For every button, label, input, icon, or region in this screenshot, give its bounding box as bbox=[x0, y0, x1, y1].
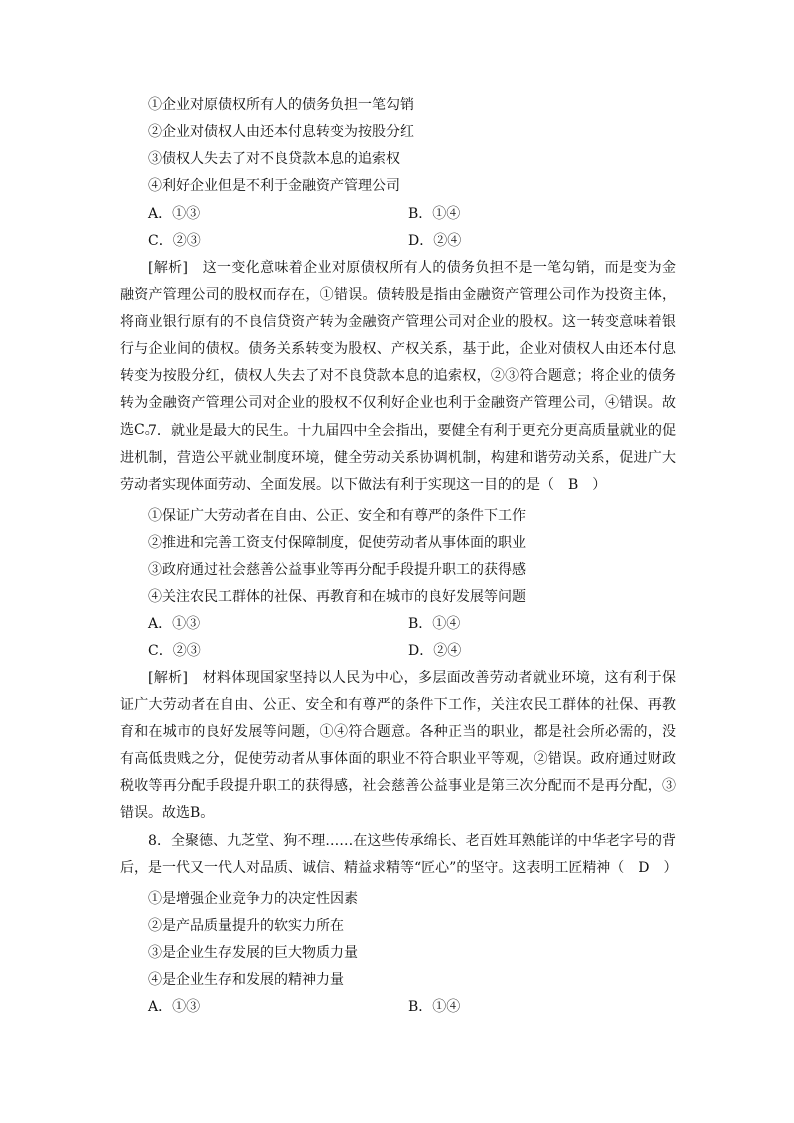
q7-item-3: ③政府通过社会慈善公益事业等再分配手段提升职工的获得感 bbox=[148, 562, 526, 578]
q6-item-3: ③债权人失去了对不良贷款本息的追索权 bbox=[148, 151, 400, 167]
q6-choice-b: B．①④ bbox=[408, 206, 461, 222]
q6-item-2: ②企业对债权人由还本付息转变为按股分红 bbox=[148, 124, 414, 140]
q7-item-4: ④关注农民工群体的社保、再教育和在城市的良好发展等问题 bbox=[148, 589, 526, 605]
q7-choice-d: D．②④ bbox=[408, 643, 462, 659]
q7-choice-a: A．①③ bbox=[148, 616, 201, 632]
q8-stem: 8．全聚德、九芝堂、狗不理……在这些传承绵长、老百姓耳熟能详的中华老字号的背后，是一代又一代人对品质、诚信、精益求精等“匠心”的坚守。这表明工匠精神（ D ） bbox=[120, 833, 678, 876]
q6-choice-d: D．②④ bbox=[408, 233, 462, 249]
q8-item-3: ③是企业生存发展的巨大物质力量 bbox=[148, 945, 358, 961]
q6-choice-c: C．②③ bbox=[148, 233, 201, 249]
q8-choice-a: A．①③ bbox=[148, 999, 201, 1015]
q7-item-1: ①保证广大劳动者在自由、公正、安全和有尊严的条件下工作 bbox=[148, 508, 526, 524]
q8-item-1: ①是增强企业竞争力的决定性因素 bbox=[148, 891, 358, 907]
q7-item-2: ②推进和完善工资支付保障制度，促使劳动者从事体面的职业 bbox=[148, 535, 526, 551]
q7-stem: 7．就业是最大的民生。十九届四中全会指出，要健全有利于更充分更高质量就业的促进机制，营造公平就业制度环境，健全劳动关系协调机制，构建和谐劳动关系，促进广大劳动者实现体面劳动、全面发展。以下做法有利于实现这一目的的是（ B ） bbox=[120, 423, 676, 493]
q7-analysis: [解析] 材料体现国家坚持以人民为中心，多层面改善劳动者就业环境，这有利于保证广大劳动者在自由、公正、安全和有尊严的条件下工作，关注农民工群体的社保、再教育和在城市的良好发展等问题，①④符合题意。各种正当的职业，都是社会所必需的，没有高低贵贱之分，促使劳动者从事体面的职业不符合职业平等观，②错误。政府通过财政税收等再分配手段提升职工的获得感，社会慈善公益事业是第三次分配而不是再分配，③错误。故选B。 bbox=[120, 670, 676, 821]
q8-item-2: ②是产品质量提升的软实力所在 bbox=[148, 918, 344, 934]
q6-choice-a: A．①③ bbox=[148, 206, 201, 222]
q8-item-4: ④是企业生存和发展的精神力量 bbox=[148, 972, 344, 988]
q8-choice-b: B．①④ bbox=[408, 999, 461, 1015]
q6-analysis: [解析] 这一变化意味着企业对原债权所有人的债务负担不是一笔勾销，而是变为金融资产管理公司的股权而存在，①错误。债转股是指由金融资产管理公司作为投资主体，将商业银行原有的不良信贷资产转为金融资产管理公司对企业的股权。这一转变意味着银行与企业间的债权。债务关系转变为股权、产权关系，基于此，企业对债权人由还本付息转变为按股分红，债权人失去了对不良贷款本息的追索权，②③符合题意；将企业的债务转为金融资产管理公司对企业的股权不仅利好企业也利于金融资产管理公司，④错误。故选C。 bbox=[120, 260, 676, 438]
q6-item-1: ①企业对原债权所有人的债务负担一笔勾销 bbox=[148, 97, 414, 113]
q6-item-4: ④利好企业但是不利于金融资产管理公司 bbox=[148, 178, 400, 194]
q7-choice-b: B．①④ bbox=[408, 616, 461, 632]
q7-choice-c: C．②③ bbox=[148, 643, 201, 659]
